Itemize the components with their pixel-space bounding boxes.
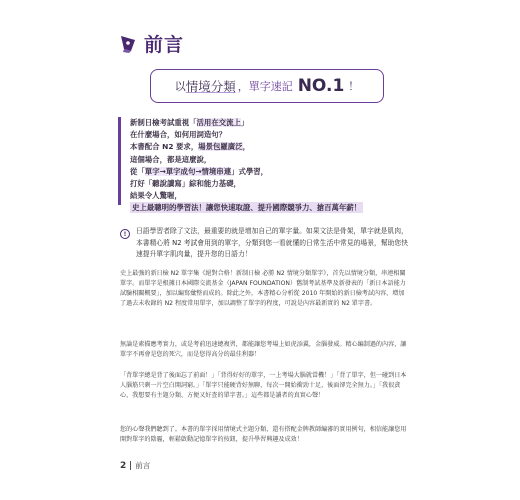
quote-bar xyxy=(118,117,121,205)
intro-line: 在什麼場合，如何用詞造句？ xyxy=(130,130,227,140)
intro-line: 結果令人驚喔， xyxy=(130,191,182,201)
body-paragraph: 無論是素描應考實力，或是考前迅速總複習，都能讓您考場上如虎添翼，金腦發威。精心編制過的內容，讓單字不再會是您的死穴，而是您得高分的最佳利器！ xyxy=(120,341,407,358)
intro-line: 新制日檢考試重視「活用在交流上」 xyxy=(130,118,249,127)
intro-quote xyxy=(118,117,403,215)
highlight: 場景包羅廣泛 xyxy=(198,142,243,152)
body-paragraph: 您的心聲我們聽到了。本書的單字採用情境式主題分類，還有搭配金牌教師編審的實用例句，相信能讓您用開對單字的陰霾，輕鬆啟動記憶單字的按鈕，提升學習興趣及成效！ xyxy=(120,426,407,443)
footer-section: 前言 xyxy=(135,461,151,470)
page-header xyxy=(118,30,184,57)
banner-suffix: ！ xyxy=(348,80,360,93)
slogan-banner xyxy=(150,69,384,103)
highlight: 史上最聰明的學習法！讓您快速取證、提升國際競爭力、搶百萬年薪！ xyxy=(132,203,362,213)
footer-divider xyxy=(130,461,131,470)
pen-nib-icon xyxy=(118,34,138,54)
intro-line: 從「單字→單字成句→情境串連」式學習， xyxy=(130,166,269,176)
page-number: 2 xyxy=(120,460,127,471)
intro-line: 這個場合，都是這麼說， xyxy=(130,154,212,164)
intro-line: 本書配合 N2 要求，場景包羅廣泛， xyxy=(130,142,250,152)
page-footer xyxy=(120,460,150,471)
highlight: 單字→單字成句→情境串連 xyxy=(144,166,232,176)
intro-line: 打好「聽說讀寫」綜和能力基礎， xyxy=(130,179,241,189)
banner-no1: NO.1 xyxy=(297,76,345,96)
banner-prefix: 以 xyxy=(174,80,186,93)
intro-line xyxy=(130,202,403,214)
page-title: 前言 xyxy=(144,34,185,56)
body-paragraph: 「背單字總是背了後面忘了前面！」「背得好好的單字，一上考場大腦就當機！」「背了單字，但一碰到日本人腦筋只剩一片空白開詞窮。」「單字只能硬背好無聊，每次一開始衝勁十足，後面卻完全無力。」「我很貪心，我想要有主題分類、方便又好查的單字書。」這些都是讀者的真實心聲！ xyxy=(120,372,407,399)
callout-note xyxy=(120,226,410,261)
banner-main: 情境分類 xyxy=(185,79,236,94)
body-paragraph: 史上最強的新日檢 N2 單字集《絕對合格！新制日檢 必勝 N2 情境分類單字》，首先以情境分類，串連相關單字。而單字是根據日本國際交流基金（JAPAN FOUNDATION）舊制考試基準及新發表的「新日本語能力試驗相關概要」，加以編寫彙整而成的。除此之外，本書精心分析從 2010 年開始的新日檢考試內容，增加了過去未收錄的 N2 程度常用單字，加以調整了單字的程度，可說是內容最新實的 N2 單字書。 xyxy=(120,270,406,307)
highlight: 活用在交流上 xyxy=(196,118,241,127)
callout-text: 日語學習者除了文法，最重要的就是增加自己的單字量。如果文法是骨架，單字就是肌肉，本書精心將 N2 考試會用到的單字，分類到您一看就懂的日常生活中常見的場景，幫助您快速提升單字肌肉量，提升您的日語力！ xyxy=(136,227,409,259)
exclamation-icon: ! xyxy=(120,229,130,239)
banner-middle: ，單字速記 xyxy=(237,80,293,93)
